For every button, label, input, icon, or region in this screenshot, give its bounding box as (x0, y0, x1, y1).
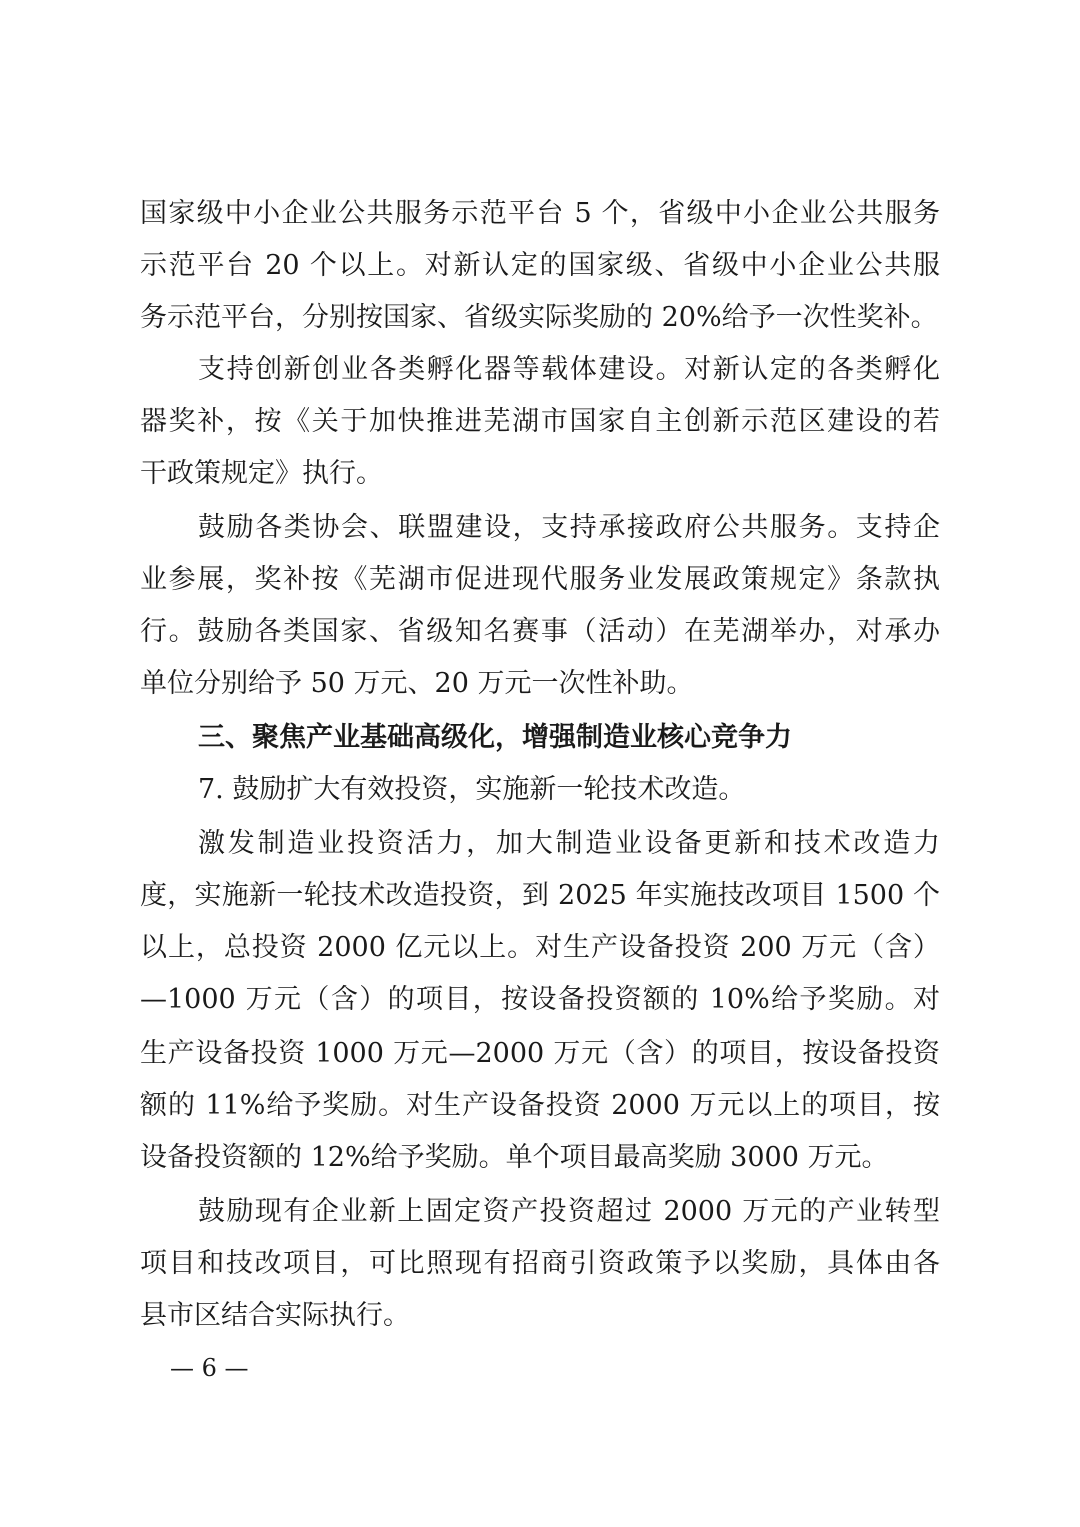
text-line: 度，实施新一轮技术改造投资，到 2025 年实施技改项目 1500 个 (140, 880, 940, 911)
text-line: 鼓励各类协会、联盟建设，支持承接政府公共服务。支持企 (198, 512, 940, 543)
text-line: 以上，总投资 2000 亿元以上。对生产设备投资 200 万元（含） (140, 932, 940, 963)
section-heading: 三、聚焦产业基础高级化，增强制造业核心竞争力 (198, 722, 792, 753)
text-line: 业参展，奖补按《芜湖市促进现代服务业发展政策规定》条款执 (140, 564, 940, 595)
text-line: 单位分别给予 50 万元、20 万元一次性补助。 (140, 668, 694, 699)
page-number: — 6 — (170, 1354, 249, 1382)
text-line: —1000 万元（含）的项目，按设备投资额的 10%给予奖励。对 (140, 984, 940, 1015)
text-line: 干政策规定》执行。 (140, 458, 383, 489)
text-line: 鼓励现有企业新上固定资产投资超过 2000 万元的产业转型 (198, 1196, 940, 1227)
text-line: 示范平台 20 个以上。对新认定的国家级、省级中小企业公共服 (140, 250, 940, 281)
text-line: 额的 11%给予奖励。对生产设备投资 2000 万元以上的项目，按 (140, 1090, 940, 1121)
text-line: 生产设备投资 1000 万元—2000 万元（含）的项目，按设备投资 (140, 1038, 940, 1069)
text-line: 支持创新创业各类孵化器等载体建设。对新认定的各类孵化 (198, 354, 940, 385)
text-line: 设备投资额的 12%给予奖励。单个项目最高奖励 3000 万元。 (140, 1142, 889, 1173)
text-line: 务示范平台，分别按国家、省级实际奖励的 20%给予一次性奖补。 (140, 302, 938, 333)
text-line: 激发制造业投资活力，加大制造业设备更新和技术改造力 (198, 828, 940, 859)
text-line: 国家级中小企业公共服务示范平台 5 个，省级中小企业公共服务 (140, 198, 940, 229)
subsection-heading: 7. 鼓励扩大有效投资，实施新一轮技术改造。 (198, 774, 746, 805)
text-line: 行。鼓励各类国家、省级知名赛事（活动）在芜湖举办，对承办 (140, 616, 940, 647)
text-line: 项目和技改项目，可比照现有招商引资政策予以奖励，具体由各 (140, 1248, 940, 1279)
text-line: 县市区结合实际执行。 (140, 1300, 410, 1331)
text-line: 器奖补，按《关于加快推进芜湖市国家自主创新示范区建设的若 (140, 406, 940, 437)
